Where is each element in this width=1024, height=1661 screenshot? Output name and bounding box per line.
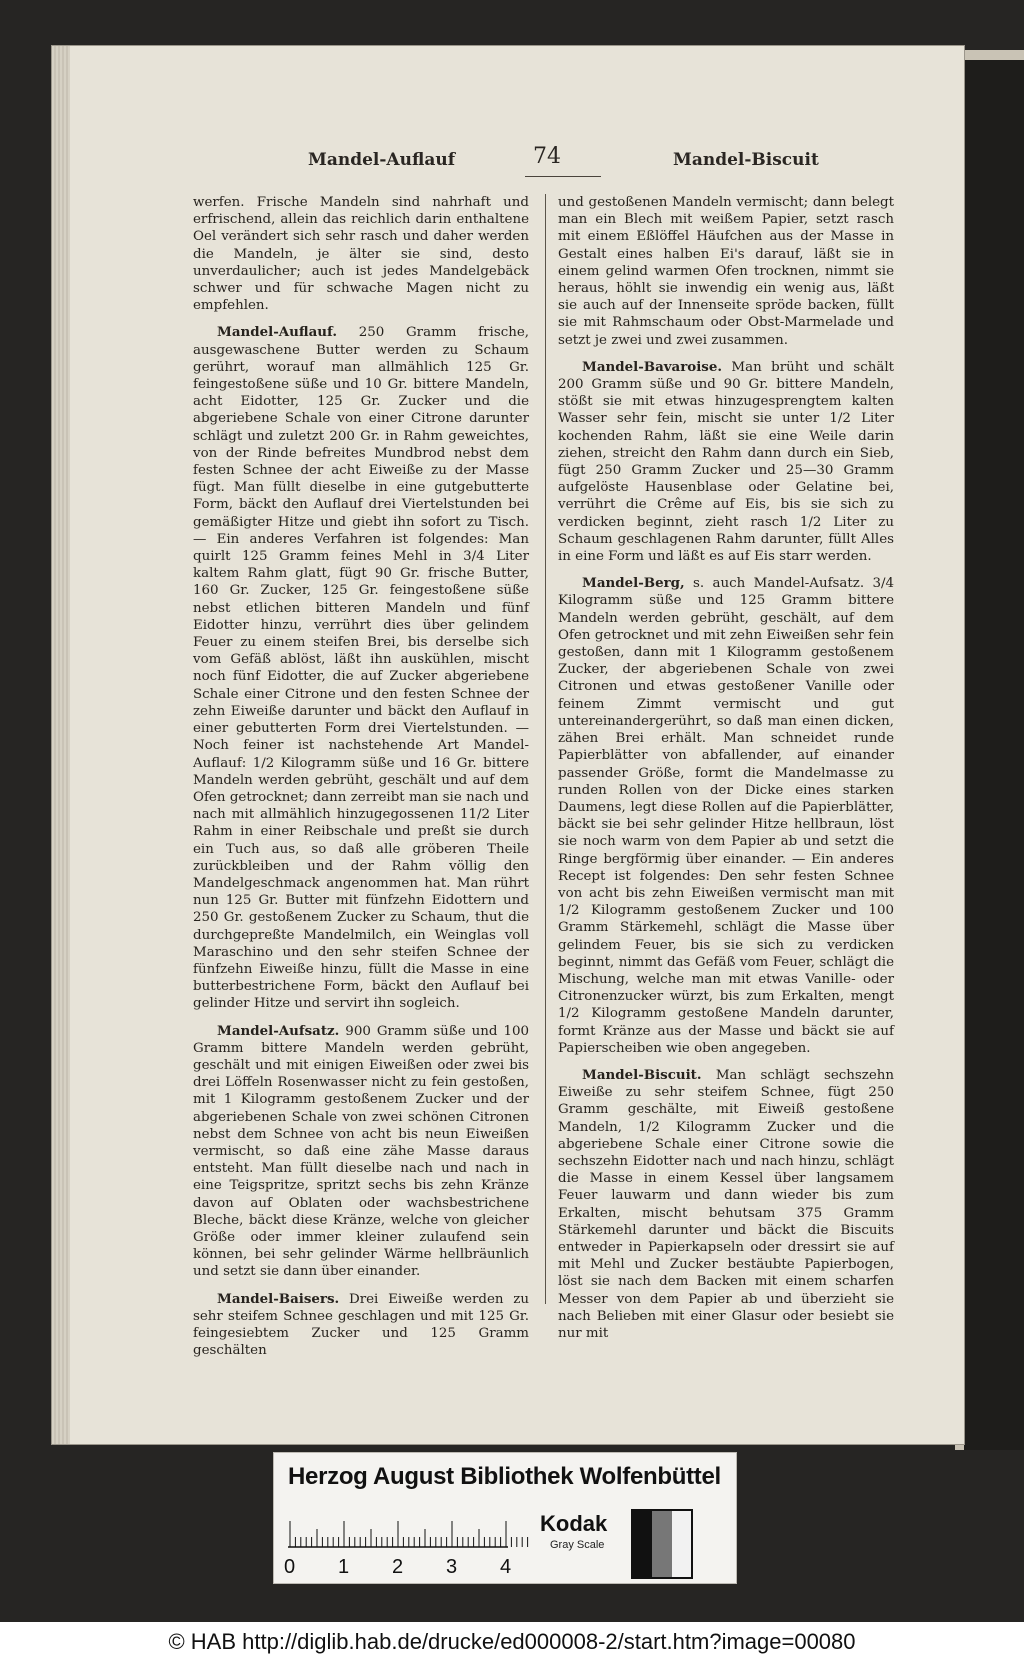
paragraph [558,194,894,349]
entry-mandel-biscuit [558,1067,894,1342]
gray-patch-white [672,1511,691,1577]
gray-patch-mid [652,1511,671,1577]
entry-mandel-aufsatz [193,1023,529,1281]
book-spine [964,60,1024,1450]
text-column-right [558,194,894,1341]
ruler-number: 0 [284,1556,296,1578]
gray-scale-patches [631,1509,693,1579]
ruler-number: 2 [392,1556,404,1578]
entry-text: Man schlägt sechszehn Eiweiße zu sehr steifem Schnee, fügt 250 Gramm geschälte, mit Eiweiß gestoßene Mandeln, 1/2 Kilogramm Zucker und die abgeriebene Schale einer Citrone sowie die sechszehn Eidotter nach und nach hinzu, schlägt die Masse in einem Kessel über langsamem Feuer lauwarm und dann wieder bis zum Erkalten, mischt behutsam 375 Gramm Stärkemehl darunter und bäckt die Biscuits entweder in Papierkapseln oder dressirt sie auf mit Mehl und Zucker bestäubte Papierbogen, löst sie nach dem Backen mit einem scharfen Messer von dem Papier ab und überzieht sie nach Belieben mit einer Glasur oder besiebt sie nur mit [558,1067,894,1341]
paragraph-text: werfen. Frische Mandeln sind nahrhaft und erfrischend, allein das reichlich darin enthaltene Oel verändert sich sehr rasch und daher werden die Mandeln, je älter sie sind, desto unverdaulicher; auch ist jedes Mandelgebäck schwer und für schwache Magen nicht zu empfehlen. [193,195,529,314]
paragraph-text: und gestoßenen Mandeln vermischt; dann belegt man ein Blech mit weißem Papier, setzt rasch mit einem Eßlöffel Häufchen aus der Masse in Gestalt eines halben Ei's darauf, läßt sie in einem gelind warmen Ofen trocknen, nimmt sie heraus, höhlt sie inwendig ein wenig aus, läßt sie auch auf der Innenseite spröde backen, füllt sie mit Rahmschaum oder Obst-Marmelade und setzt je zwei und zwei zusammen. [558,195,894,348]
ruler-ticks [288,1521,528,1547]
entry-text: 900 Gramm süße und 100 Gramm bittere Mandeln werden gebrüht, geschält und mit einigen Eiweißen oder zwei bis drei Löffeln Rosenwasser nicht zu fein gestoßen, mit 1 Kilogramm gestoßenem Zucker und der abgeriebenen Schale von zwei schönen Citronen nebst dem Schnee von acht bis neun Eiweißen vermischt, so daß eine zähe Masse daraus entsteht. Man füllt dieselbe nach und nach in eine Teigspritze, spritzt sechs bis zehn Kränze davon auf Oblaten oder wachsbestrichene Bleche, bäckt diese Kränze, welche von gleicher Größe oder immer kleiner zulaufend sein können, bei sehr gelinder Wärme hellbräunlich und setzt sie dann über einander. [193,1023,529,1280]
color-target-card [274,1453,736,1583]
column-divider [545,194,546,1304]
ruler-number: 4 [500,1556,512,1578]
ruler-number: 1 [338,1556,350,1578]
page-number: 74 [533,144,561,169]
entry-lemma: Mandel-Baisers. [217,1290,340,1307]
entry-mandel-bavaroise [558,359,894,565]
entry-text: Man brüht und schält 200 Gramm süße und 90 Gr. bittere Mandeln, stößt sie mit etwas hinzugesprengtem kalten Wasser sehr fein, mischt sie unter 1/2 Liter kochenden Rahm, läßt sie eine Weile darin ziehen, streicht den Rahm dann durch ein Sieb, fügt 250 Gramm Zucker und 25—30 Gramm aufgelöste Hausenblase oder Gelatine bei, verrührt die Crême auf Eis, bis sie sich zu verdicken beginnt, zieht rasch 1/2 Liter zu Schaum geschlagenen Rahm darunter, füllt Alles in eine Form und läßt es auf Eis starr werden. [558,359,894,565]
paragraph [193,194,529,314]
entry-lemma: Mandel-Bavaroise. [582,358,723,375]
page-number-rule [525,176,601,177]
entry-lemma: Mandel-Aufsatz. [217,1022,340,1039]
entry-lemma: Mandel-Auflauf. [217,324,337,341]
page-stack-edge [52,46,70,1444]
running-head-right: Mandel-Biscuit [673,150,819,170]
entry-mandel-auflauf [193,324,529,1012]
library-name: Herzog August Bibliothek Wolfenbüttel [288,1463,721,1490]
entry-mandel-baisers [193,1291,529,1360]
gray-patch-black [633,1511,652,1577]
entry-lemma: Mandel-Berg, [582,575,685,592]
entry-text: 250 Gramm frische, ausgewaschene Butter werden zu Schaum gerührt, worauf man allmählich 125 Gr. feingestoßene süße und 10 Gr. bittere Mandeln, acht Eidotter, 125 Gr. Zucker und die abgeriebene Schale von einer Citrone darunter schlägt und zuletzt 200 Gr. in Rahm geweichtes, von der Rinde befreites Mundbrod nebst dem festen Schnee der acht Eiweiße zu der Masse fügt. Man füllt dieselbe in eine gutgebutterte Form, bäckt den Auflauf drei Viertelstunden bei gemäßigter Hitze und giebt ihn sofort zu Tisch. — Ein anderes Verfahren ist folgendes: Man quirlt 125 Gramm feines Mehl in 3/4 Liter kaltem Rahm glatt, fügt 90 Gr. frische Butter, 160 Gr. Zucker, 125 Gr. feingestoßene süße nebst etlichen bitteren Mandeln und fünf Eidotter hinzu, verrührt dies über gelindem Feuer zu einem steifen Brei, bis derselbe sich vom Gefäß ablöst, läßt ihn auskühlen, mischt noch fünf Eidotter, die auf Zucker abgeriebene Schale einer Citrone und den festen Schnee der zehn Eiweiße darunter und bäckt den Auflauf in einer gebutterten Form drei Viertelstunden. — Noch feiner ist nachstehende Art Mandel-Auflauf: 1/2 Kilogramm süße und 16 Gr. bittere Mandeln werden gebrüht, geschält und auf dem Ofen getrocknet; dann zerreibt man sie nach und nach mit allmählich hinzugegossenen 11/2 Liter Rahm in einer Reibschale und preßt sie durch ein Tuch aus, so daß alle gröberen Theile zurückbleiben und der Rahm völlig den Mandelgeschmack angenommen hat. Man rührt nun 125 Gr. Butter mit fünfzehn Eidottern und 250 Gr. gestoßenem Zucker zu Schaum, thut die durchgepreßte Mandelmilch, ein Weinglas voll Maraschino und den sehr steifen Schnee der fünfzehn Eiweiße hinzu, füllt die Masse in eine butterbestrichene Form, bäckt den Auflauf bei gelinder Hitze und servirt ihn sogleich. [193,325,529,1012]
entry-mandel-berg [558,575,894,1057]
entry-lemma: Mandel-Biscuit. [582,1066,702,1083]
copyright-footer: © HAB http://diglib.hab.de/drucke/ed000008-2/start.htm?image=00080 [0,1622,1024,1661]
entry-text: Drei Eiweiße werden zu sehr steifem Schnee geschlagen und mit 125 Gr. feingesiebtem Zucker und 125 Gramm geschälten [193,1291,529,1359]
entry-text: s. auch Mandel-Aufsatz. 3/4 Kilogramm süße und 125 Gramm bittere Mandeln werden gebrüht, geschält, auf dem Ofen getrocknet und mit zehn Eiweißen sehr fein gestoßen, dann mit 1 Kilogramm gestoßenem Zucker, der abgeriebenen Schale von zwei Citronen und etwas gestoßener Vanille oder feinem Zimmt vermischt und gut untereinandergerührt, so daß man einen dicken, zähen Brei erhält. Man schneidet runde Papierblätter von abfallender, auf einander passender Größe, formt die Mandelmasse zu runden Rollen von der Dicke eines starken Daumens, legt diese Rollen auf die Papierblätter, bäckt sie bei sehr gelinder Hitze hellbraun, löst sie noch warm von dem Papier ab und setzt die Ringe bergförmig über einander. — Ein anderes Recept ist folgendes: Den sehr festen Schnee von acht bis zehn Eiweißen vermischt man mit 1/2 Kilogramm gestoßenem Zucker und 100 Gramm Stärkemehl, schlägt die Masse über gelindem Feuer, bis sie sich zu verdicken beginnt, nimmt das Gefäß vom Feuer, schlägt die Mischung, welche man mit etwas Vanille- oder Citronenzucker würzt, bis zum Erkalten, mengt 1/2 Kilogramm gestoßene Mandeln darunter, formt Kränze aus der Masse und bäckt sie auf Papierscheiben wie oben angegeben. [558,576,894,1056]
ruler-number: 3 [446,1556,458,1578]
scale-ruler [282,1505,522,1578]
gray-scale-label: Gray Scale [550,1539,605,1551]
running-head-left: Mandel-Auflauf [308,150,456,170]
text-column-left [193,194,529,1359]
kodak-logo: Kodak [540,1511,608,1536]
